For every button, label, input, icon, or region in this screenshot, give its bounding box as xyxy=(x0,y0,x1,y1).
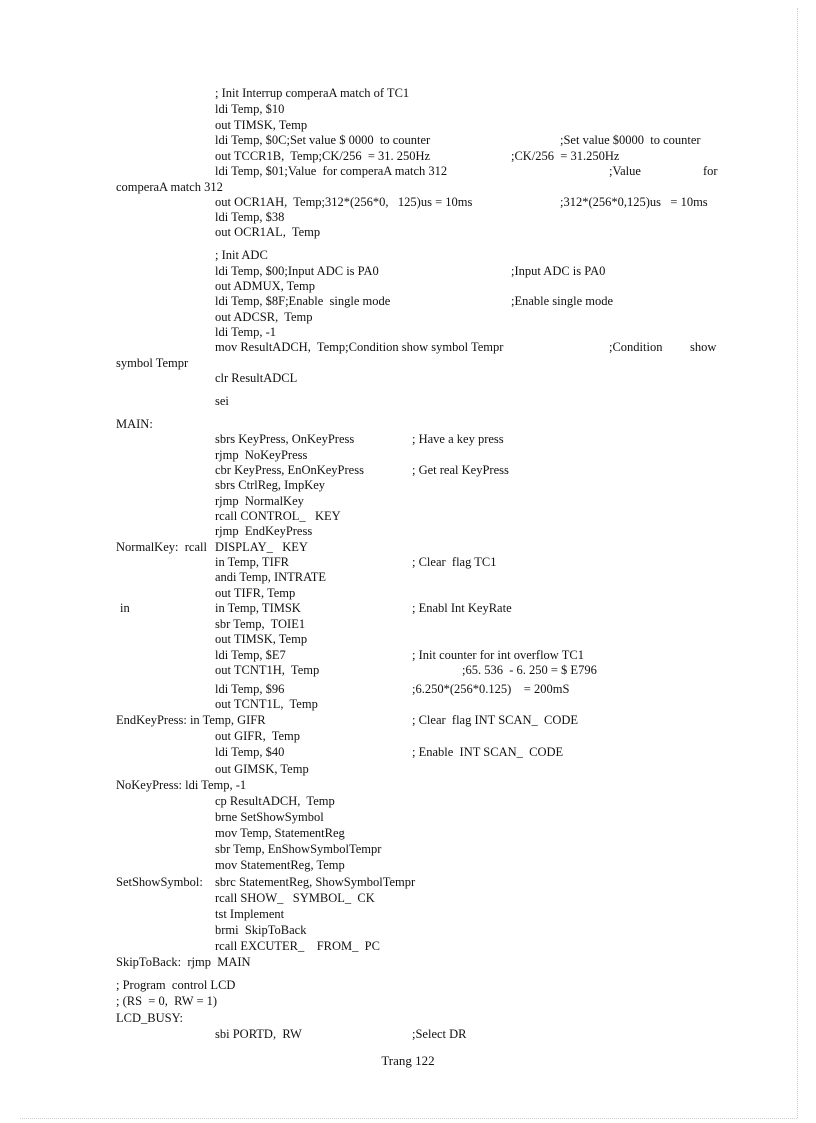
code-line: rcall EXCUTER_ FROM_ PC xyxy=(215,939,380,953)
code-label: SkipToBack: rjmp MAIN xyxy=(116,955,251,969)
code-comment: show xyxy=(690,340,717,354)
code-line: out ADMUX, Temp xyxy=(215,279,315,293)
code-label: in xyxy=(120,601,130,615)
code-line: out OCR1AH, Temp;312*(256*0, 125)us = 10ms xyxy=(215,195,473,209)
code-comment: ; Get real KeyPress xyxy=(412,463,509,477)
code-line: rjmp NormalKey xyxy=(215,494,304,508)
code-label: MAIN: xyxy=(116,417,153,431)
code-comment: comperaA match 312 xyxy=(116,180,223,194)
code-label: SetShowSymbol: xyxy=(116,875,203,889)
code-line: out TIMSK, Temp xyxy=(215,118,308,132)
code-comment: ;Input ADC is PA0 xyxy=(511,264,606,278)
code-line: brne SetShowSymbol xyxy=(215,810,324,824)
code-line: in Temp, TIFR xyxy=(215,555,290,569)
code-line: andi Temp, INTRATE xyxy=(215,570,327,584)
code-line: out TIFR, Temp xyxy=(215,586,296,600)
code-line: sbrs KeyPress, OnKeyPress xyxy=(215,432,355,446)
code-comment: ;Value xyxy=(609,164,641,178)
code-line: in Temp, TIMSK xyxy=(215,601,301,615)
code-line: mov StatementReg, Temp xyxy=(215,858,345,872)
code-comment: ; Clear flag INT SCAN_ CODE xyxy=(412,713,579,727)
code-line: out TCNT1L, Temp xyxy=(215,697,318,711)
code-line: sbrc StatementReg, ShowSymbolTempr xyxy=(215,875,416,889)
code-comment: ; Init counter for int overflow TC1 xyxy=(412,648,584,662)
code-line: mov Temp, StatementReg xyxy=(215,826,345,840)
code-line: cbr KeyPress, EnOnKeyPress xyxy=(215,463,364,477)
code-line: cp ResultADCH, Temp xyxy=(215,794,335,808)
code-line: ldi Temp, $8F;Enable single mode xyxy=(215,294,391,308)
code-line: ldi Temp, $00;Input ADC is PA0 xyxy=(215,264,379,278)
code-comment: for xyxy=(703,164,718,178)
code-comment: ;6.250*(256*0.125) = 200mS xyxy=(412,682,570,696)
code-comment: ;65. 536 - 6. 250 = $ E796 xyxy=(462,663,597,677)
code-line: mov ResultADCH, Temp;Condition show symbol Tempr xyxy=(215,340,504,354)
code-comment: ; Have a key press xyxy=(412,432,504,446)
code-label: NormalKey: rcall xyxy=(116,540,207,554)
code-line: out GIFR, Temp xyxy=(215,729,301,743)
code-line: ldi Temp, $96 xyxy=(215,682,285,696)
code-label: NoKeyPress: ldi Temp, -1 xyxy=(116,778,247,792)
code-line: sbrs CtrlReg, ImpKey xyxy=(215,478,326,492)
code-line: ldi Temp, -1 xyxy=(215,325,277,339)
page-border-right xyxy=(797,8,798,1118)
code-comment: ; Clear flag TC1 xyxy=(412,555,497,569)
code-line: ldi Temp, $E7 xyxy=(215,648,286,662)
code-line: ldi Temp, $01;Value for comperaA match 312 xyxy=(215,164,448,178)
code-comment: ; Program control LCD xyxy=(116,978,236,992)
code-comment: ;Set value $0000 to counter xyxy=(560,133,701,147)
code-line: out ADCSR, Temp xyxy=(215,310,313,324)
code-line: sbr Temp, TOIE1 xyxy=(215,617,306,631)
code-line: rjmp EndKeyPress xyxy=(215,524,313,538)
code-label: EndKeyPress: in Temp, GIFR xyxy=(116,713,266,727)
code-line: tst Implement xyxy=(215,907,285,921)
page-border-bottom xyxy=(20,1118,797,1119)
code-comment: ;Condition xyxy=(609,340,663,354)
code-line: brmi SkipToBack xyxy=(215,923,307,937)
code-line: out TIMSK, Temp xyxy=(215,632,308,646)
code-comment: ; Init ADC xyxy=(215,248,268,262)
code-line: out OCR1AL, Temp xyxy=(215,225,321,239)
code-line: clr ResultADCL xyxy=(215,371,298,385)
code-line: out TCCR1B, Temp;CK/256 = 31. 250Hz xyxy=(215,149,431,163)
code-label: LCD_BUSY: xyxy=(116,1011,183,1025)
code-line: ldi Temp, $10 xyxy=(215,102,285,116)
code-comment: symbol Tempr xyxy=(116,356,189,370)
code-comment: ; Enabl Int KeyRate xyxy=(412,601,512,615)
code-line: rcall SHOW_ SYMBOL_ CK xyxy=(215,891,375,905)
code-comment: ;Select DR xyxy=(412,1027,467,1041)
code-comment: ; (RS = 0, RW = 1) xyxy=(116,994,218,1008)
code-line: sbi PORTD, RW xyxy=(215,1027,302,1041)
code-line: sbr Temp, EnShowSymbolTempr xyxy=(215,842,382,856)
code-comment: ; Enable INT SCAN_ CODE xyxy=(412,745,564,759)
code-comment: ;312*(256*0,125)us = 10ms xyxy=(560,195,708,209)
code-line: ldi Temp, $38 xyxy=(215,210,285,224)
code-line: rjmp NoKeyPress xyxy=(215,448,308,462)
code-comment: ; Init Interrup comperaA match of TC1 xyxy=(215,86,410,100)
code-line: sei xyxy=(215,394,229,408)
page-number: Trang 122 xyxy=(381,1053,435,1068)
code-comment: ;CK/256 = 31.250Hz xyxy=(511,149,620,163)
code-line: ldi Temp, $40 xyxy=(215,745,285,759)
code-line: rcall CONTROL_ KEY xyxy=(215,509,341,523)
code-line: out TCNT1H, Temp xyxy=(215,663,320,677)
code-comment: ;Enable single mode xyxy=(511,294,614,308)
code-line: ldi Temp, $0C;Set value $ 0000 to counter xyxy=(215,133,431,147)
code-line: DISPLAY_ KEY xyxy=(215,540,308,554)
code-line: out GIMSK, Temp xyxy=(215,762,309,776)
